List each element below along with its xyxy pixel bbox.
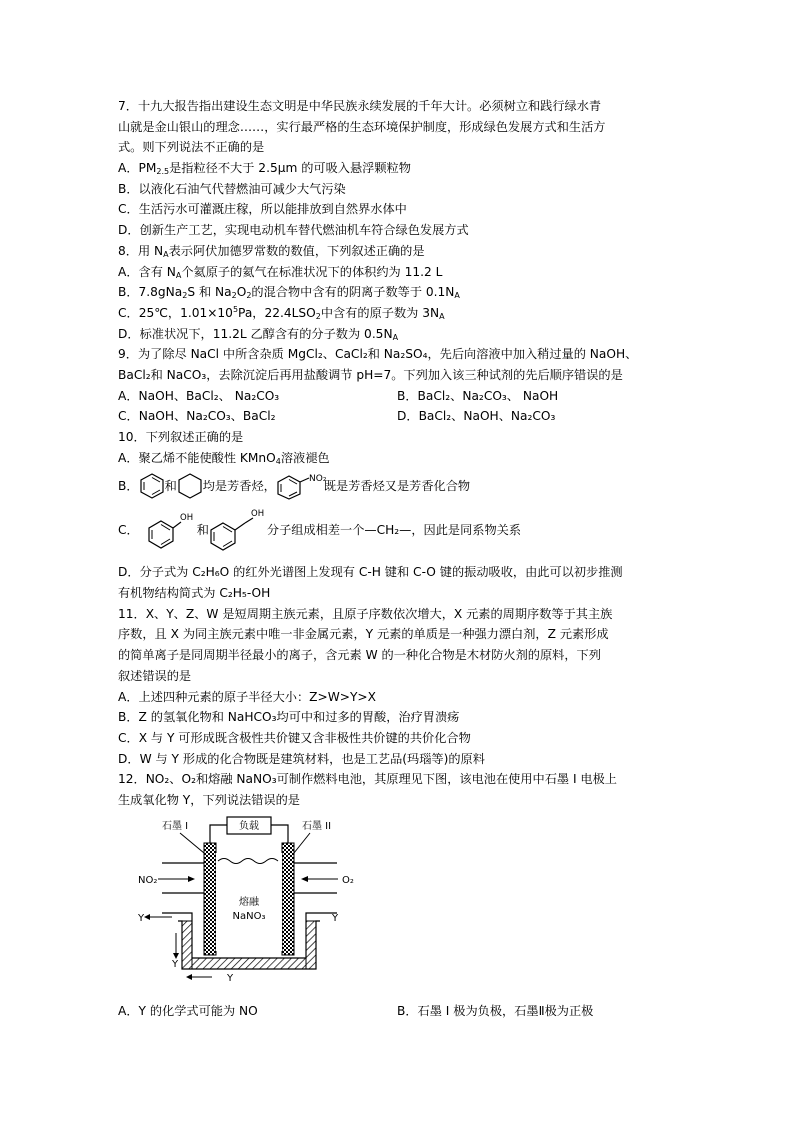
q9-option-c: C．NaOH、Na₂CO₃、BaCl₂ (118, 409, 276, 424)
q11-option-b: B．Z 的氢氧化物和 NaHCO₃均可中和过多的胃酸，治疗胃溃疡 (118, 710, 460, 725)
y-outlet-label-right: Y (332, 912, 339, 924)
benzene-structure (139, 472, 165, 500)
fuel-cell-diagram (118, 813, 678, 997)
electrolyte-label: NaNO₃ (232, 910, 266, 922)
graphite-1-label: 石墨 I (162, 820, 189, 832)
phenol-oh-label: OH (179, 513, 193, 524)
y-flow-label-1: Y (172, 958, 179, 970)
q9-stem-line-2: BaCl₂和 NaCO₃，去除沉淀后再用盐酸调节 pH=7。下列加入该三种试剂的先后顺序错误的是 (118, 367, 623, 382)
phenol-structure (139, 509, 197, 551)
graphite-electrode-2 (282, 843, 294, 955)
q10-option-d-line-1: D．分子式为 C₂H₆O 的红外光谱图上发现有 C-H 键和 C-O 键的振动吸收，由此可以初步推测 (118, 565, 623, 580)
exam-page (118, 96, 678, 1021)
q11-option-a: A．上述四种元素的原子半径大小：Z>W>Y>X (118, 689, 376, 704)
no2-inlet-label: NO₂ (138, 874, 158, 886)
molten-label: 熔融 (239, 896, 259, 908)
q7-option-c: C．生活污水可灌溉庄稼，所以能排放到自然界水体中 (118, 202, 407, 217)
q9-options-row-2 (118, 406, 678, 427)
q8-stem: 8．用 $N_A$表示阿伏加德罗常数的数值，下列叙述正确的是 (118, 243, 425, 259)
graphite-2-label: 石墨 II (302, 820, 332, 832)
q10-option-a: A．聚乙烯不能使酸性 KMnO$_4$溶液褪色 (118, 450, 330, 466)
q10-option-c: C． OH 和 OH 分子组成相差一个—CH₂—，因此是同系物关系 (118, 508, 678, 552)
q9-option-d: D．BaCl₂、NaOH、Na₂CO₃ (397, 409, 556, 424)
q8-option-b: B．7.8gNa$_2$S 和 $Na_2O_2$的混合物中含有的阴离子数等于 $0.1N_A$ (118, 285, 460, 301)
y-outlet-label-left: Y (138, 912, 145, 924)
q11-stem-line-1: 11．X、Y、Z、W 是短周期主族元素，且原子序数依次增大，X 元素的周期序数等于其主族 (118, 606, 613, 621)
q9-option-a: A．NaOH、BaCl₂、 Na₂CO₃ (118, 388, 280, 403)
graphite-electrode-1 (204, 843, 216, 955)
benzyl-alcohol-structure (209, 509, 267, 551)
q12-options-row-1 (118, 1001, 678, 1022)
cyclohexane-structure (177, 472, 203, 500)
q8-option-a: A．含有 $N_A$个氦原子的氦气在标准状况下的体积约为 11.2 L (118, 264, 443, 280)
q12-stem-line-2: 生成氧化物 Y，下列说法错误的是 (118, 792, 300, 807)
q10-stem: 10．下列叙述正确的是 (118, 430, 244, 444)
q11-option-d: D．W 与 Y 形成的化合物既是建筑材料，也是工艺品(玛瑙等)的原料 (118, 751, 485, 766)
q12-stem-line-1: 12．NO₂、O₂和熔融 NaNO₃可制作燃料电池，其原理见下图，该电池在使用中石墨 I 电极上 (118, 772, 617, 787)
q11-stem-line-4: 叙述错误的是 (118, 668, 192, 683)
q9-options-row-1 (118, 386, 678, 407)
q11-option-c: C．X 与 Y 可形成既含极性共价键又含非极性共价键的共价化合物 (118, 730, 471, 745)
q7-option-b: B．以液化石油气代替燃油可减少大气污染 (118, 181, 346, 196)
q9-stem-line-1: 9．为了除尽 NaCl 中所含杂质 MgCl₂、CaCl₂和 Na₂SO₄，先后向溶液中加入稍过量的 NaOH、 (118, 347, 638, 362)
q7-stem-line-1: 7．十九大报告指出建设生态文明是中华民族永续发展的千年大计。必须树立和践行绿水青 (118, 99, 602, 113)
q9-option-b: B．BaCl₂、Na₂CO₃、 NaOH (397, 388, 559, 403)
nitro-label: NO₂ (308, 474, 327, 485)
q10-option-d-line-2: 有机物结构简式为 C₂H₅-OH (118, 586, 271, 601)
q10-option-b: B． 和 均是芳香烃， NO₂ 既是芳香烃又是芳香化合物 (118, 470, 678, 502)
benzyl-oh-label: OH (250, 509, 264, 520)
q7-option-d: D．创新生产工艺，实现电动机车替代燃油机车符合绿色发展方式 (118, 223, 469, 238)
q7-stem-line-2: 山就是金山银山的理念……，实行最严格的生态环境保护制度，形成绿色发展方式和生活方 (118, 119, 606, 134)
fuel-cell-figure (132, 813, 372, 995)
q11-stem-line-2: 序数，且 X 为同主族元素中唯一非金属元素，Y 元素的单质是一种强力漂白剂，Z 元素形成 (118, 627, 609, 642)
q12-option-b: B．石墨 I 极为负极，石墨Ⅱ极为正极 (397, 1003, 594, 1018)
q11-stem-line-3: 的简单离子是同周期半径最小的离子，含元素 W 的一种化合物是木材防火剂的原料，下列 (118, 648, 601, 663)
y-flow-label-2: Y (227, 972, 234, 984)
q7-stem-line-3: 式。则下列说法不正确的是 (118, 140, 265, 155)
o2-inlet-label: O₂ (342, 874, 354, 886)
q8-option-d: D．标准状况下，11.2L 乙醇含有的分子数为 $0.5N_A$ (118, 326, 399, 342)
q12-option-a: A．Y 的化学式可能为 NO (118, 1003, 258, 1018)
nitrobenzene-structure (276, 472, 327, 500)
load-label: 负载 (239, 820, 259, 832)
q8-option-c: C．25℃，$1.01\times 10^5Pa$，$22.4LSO_2$中含有的原子数为 $3N_A$ (118, 304, 445, 321)
q7-option-a: A．$PM_{2.5}$是指粒径不大于 2.5μm 的可吸入悬浮颗粒物 (118, 161, 411, 177)
